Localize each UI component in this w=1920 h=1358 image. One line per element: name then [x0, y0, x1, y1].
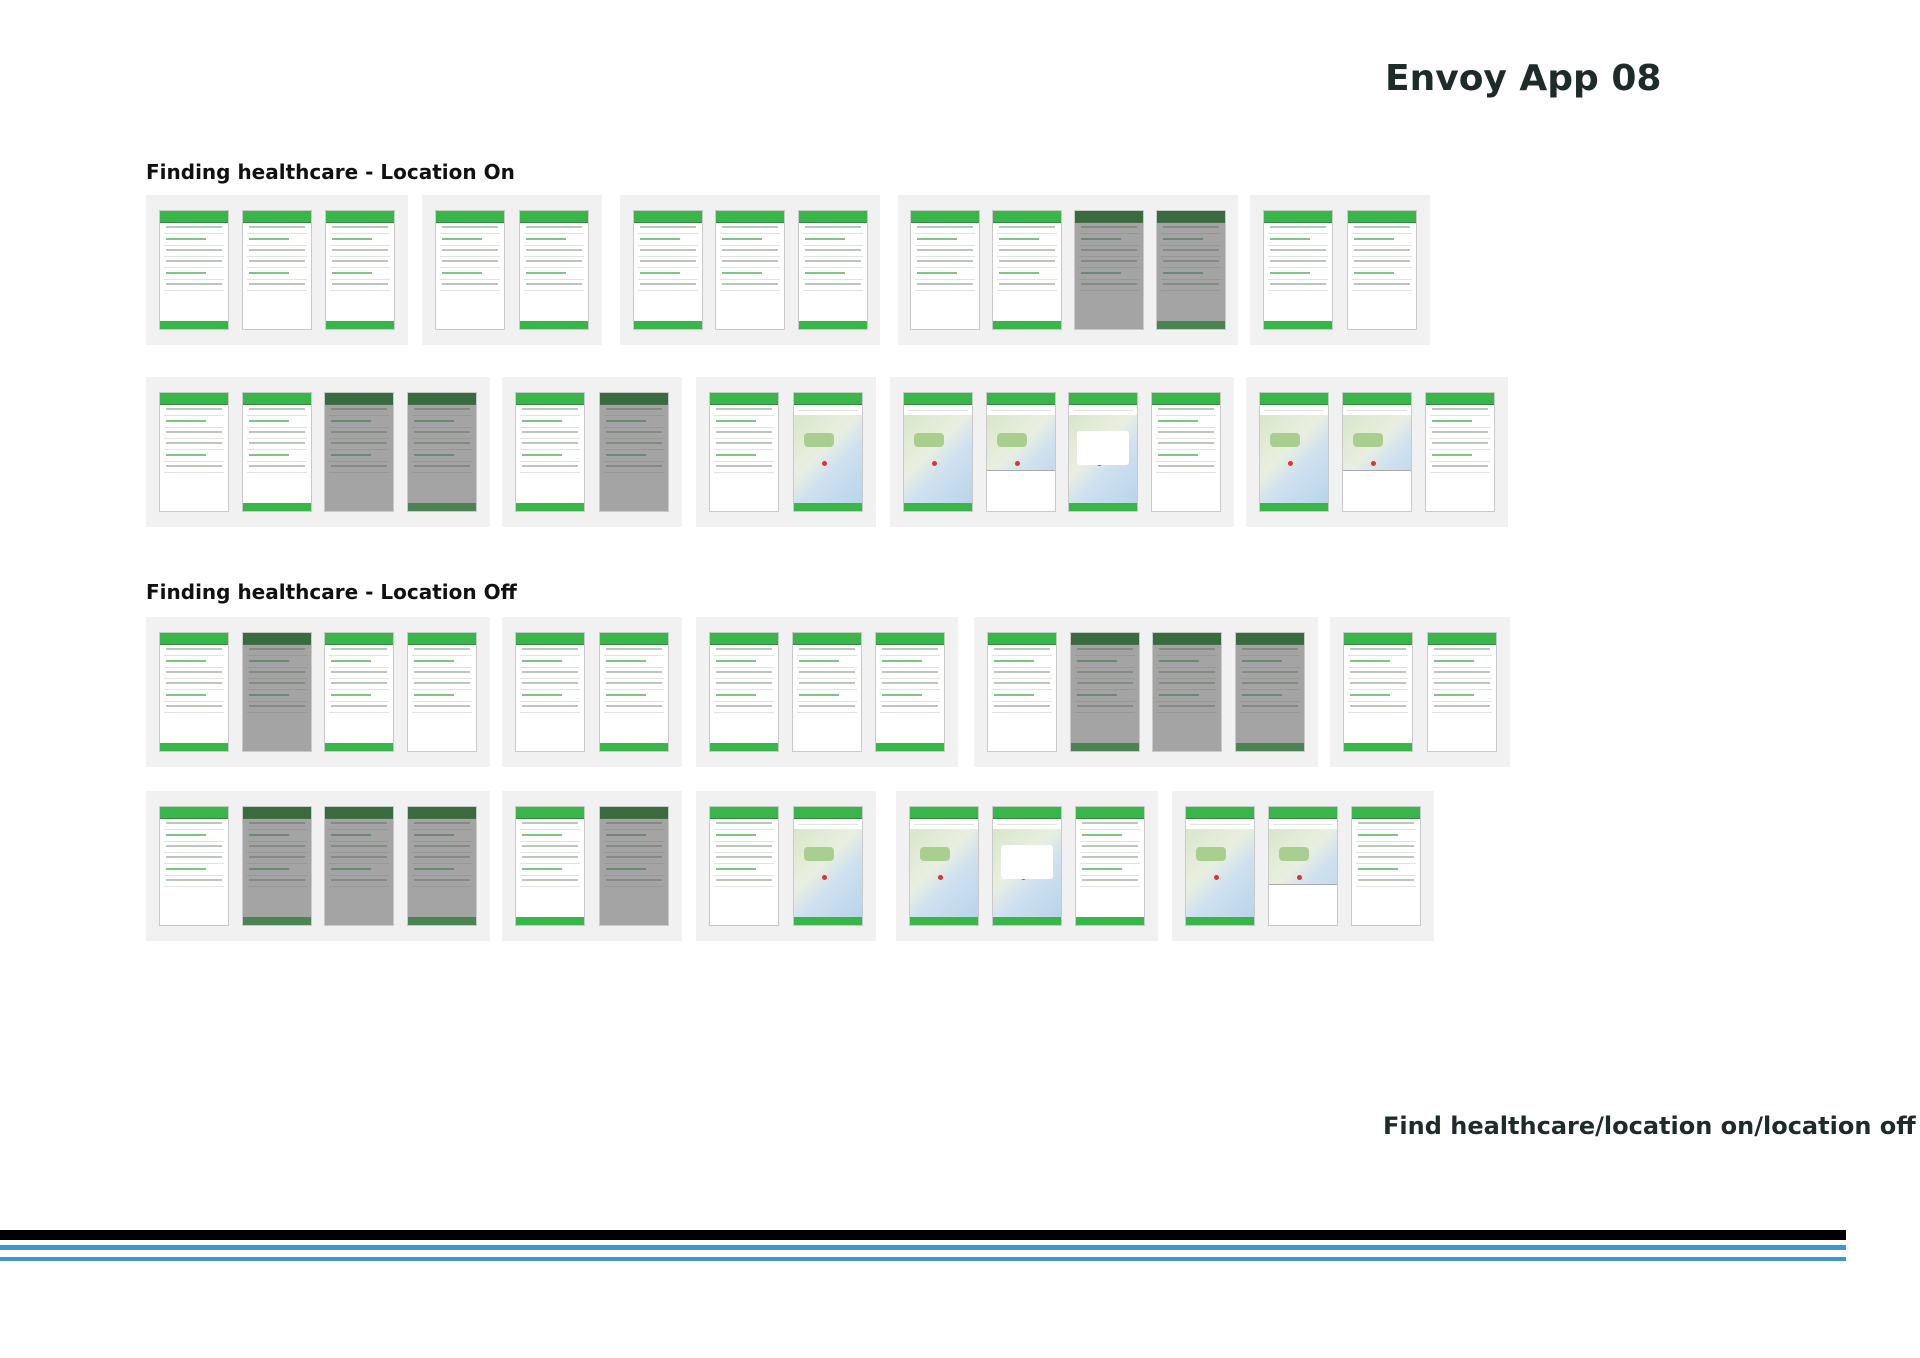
app-screen-thumbnail — [1351, 806, 1421, 926]
app-screen-thumbnail — [159, 632, 229, 752]
app-screen-thumbnail — [599, 392, 669, 512]
app-screen-thumbnail — [793, 392, 863, 512]
app-screen-thumbnail — [793, 806, 863, 926]
app-screen-thumbnail — [1152, 632, 1222, 752]
app-screen-thumbnail — [1259, 392, 1329, 512]
app-screen-thumbnail — [1425, 392, 1495, 512]
app-screen-thumbnail — [992, 210, 1062, 330]
app-screen-thumbnail — [242, 392, 312, 512]
app-screen-thumbnail — [515, 392, 585, 512]
footer-stripe-black — [0, 1230, 1846, 1240]
screen-group-13 — [696, 617, 958, 767]
screen-group-5 — [1250, 195, 1430, 345]
screen-group-2 — [422, 195, 602, 345]
app-screen-thumbnail — [1070, 632, 1140, 752]
app-screen-thumbnail — [1427, 632, 1497, 752]
app-screen-thumbnail — [875, 632, 945, 752]
app-screen-thumbnail — [1268, 806, 1338, 926]
screen-group-15 — [1330, 617, 1510, 767]
screen-group-7 — [502, 377, 682, 527]
section-heading-location-on: Finding healthcare - Location On — [146, 160, 515, 184]
app-screen-thumbnail — [792, 632, 862, 752]
app-screen-thumbnail — [407, 632, 477, 752]
app-screen-thumbnail — [242, 210, 312, 330]
app-screen-thumbnail — [986, 392, 1056, 512]
app-screen-thumbnail — [599, 632, 669, 752]
app-screen-thumbnail — [519, 210, 589, 330]
app-screen-thumbnail — [1068, 392, 1138, 512]
screen-group-18 — [696, 791, 876, 941]
screen-group-17 — [502, 791, 682, 941]
app-screen-thumbnail — [242, 632, 312, 752]
screen-group-1 — [146, 195, 408, 345]
app-screen-thumbnail — [798, 210, 868, 330]
app-screen-thumbnail — [1156, 210, 1226, 330]
footer-caption: Find healthcare/location on/location off — [1383, 1112, 1916, 1140]
app-screen-thumbnail — [909, 806, 979, 926]
app-screen-thumbnail — [1074, 210, 1144, 330]
app-screen-thumbnail — [325, 210, 395, 330]
app-screen-thumbnail — [159, 806, 229, 926]
app-screen-thumbnail — [1151, 392, 1221, 512]
screen-group-16 — [146, 791, 490, 941]
screen-group-4 — [898, 195, 1238, 345]
app-screen-thumbnail — [515, 806, 585, 926]
app-screen-thumbnail — [1075, 806, 1145, 926]
screen-group-12 — [502, 617, 682, 767]
app-screen-thumbnail — [715, 210, 785, 330]
app-screen-thumbnail — [709, 632, 779, 752]
app-screen-thumbnail — [1342, 392, 1412, 512]
app-screen-thumbnail — [987, 632, 1057, 752]
app-screen-thumbnail — [992, 806, 1062, 926]
screen-group-10 — [1246, 377, 1508, 527]
app-screen-thumbnail — [324, 632, 394, 752]
footer-stripe-blue-2 — [0, 1257, 1846, 1261]
app-screen-thumbnail — [1263, 210, 1333, 330]
app-screen-thumbnail — [903, 392, 973, 512]
screen-group-9 — [890, 377, 1234, 527]
app-screen-thumbnail — [1235, 632, 1305, 752]
footer-stripe-blue-1 — [0, 1245, 1846, 1250]
screen-group-19 — [896, 791, 1158, 941]
screen-group-11 — [146, 617, 490, 767]
app-screen-thumbnail — [324, 392, 394, 512]
app-screen-thumbnail — [407, 392, 477, 512]
screen-group-20 — [1172, 791, 1434, 941]
screen-group-8 — [696, 377, 876, 527]
app-screen-thumbnail — [435, 210, 505, 330]
app-screen-thumbnail — [633, 210, 703, 330]
app-screen-thumbnail — [1347, 210, 1417, 330]
app-screen-thumbnail — [910, 210, 980, 330]
page-title: Envoy App 08 — [1385, 58, 1662, 99]
app-screen-thumbnail — [1185, 806, 1255, 926]
app-screen-thumbnail — [159, 210, 229, 330]
app-screen-thumbnail — [599, 806, 669, 926]
app-screen-thumbnail — [515, 632, 585, 752]
app-screen-thumbnail — [242, 806, 312, 926]
section-heading-location-off: Finding healthcare - Location Off — [146, 580, 517, 604]
screen-group-6 — [146, 377, 490, 527]
app-screen-thumbnail — [1343, 632, 1413, 752]
app-screen-thumbnail — [324, 806, 394, 926]
app-screen-thumbnail — [709, 392, 779, 512]
screen-group-14 — [974, 617, 1318, 767]
app-screen-thumbnail — [407, 806, 477, 926]
app-screen-thumbnail — [159, 392, 229, 512]
app-screen-thumbnail — [709, 806, 779, 926]
screen-group-3 — [620, 195, 880, 345]
